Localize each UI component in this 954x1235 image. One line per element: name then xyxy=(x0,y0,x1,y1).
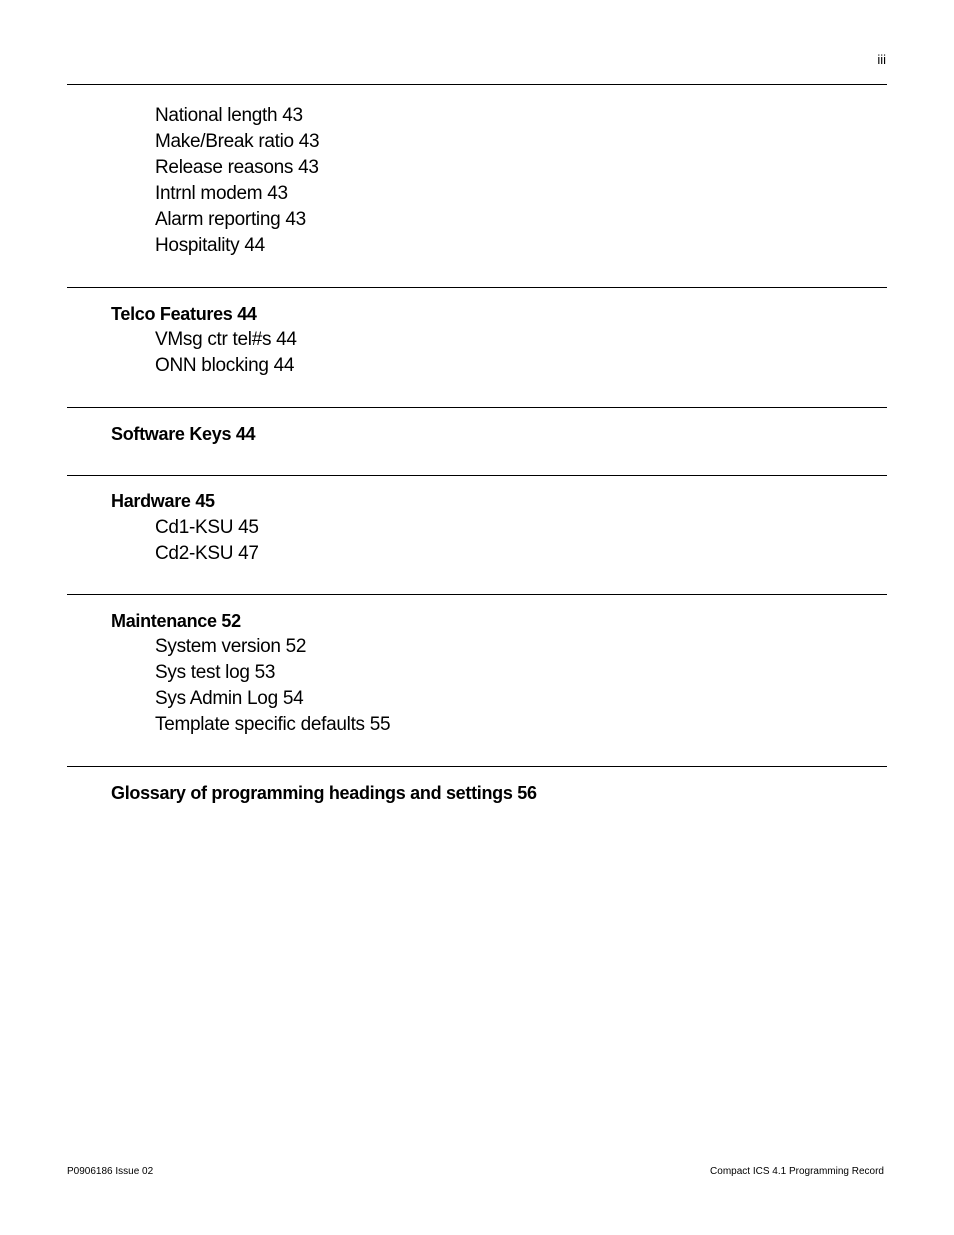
toc-entry[interactable]: System version 52 xyxy=(155,636,307,657)
page-number: iii xyxy=(877,52,886,67)
section-divider xyxy=(67,407,887,408)
section-divider xyxy=(67,766,887,767)
section-divider xyxy=(67,475,887,476)
section-divider xyxy=(67,287,887,288)
toc-entry[interactable]: Cd2-KSU 47 xyxy=(155,543,259,564)
toc-entry[interactable]: ONN blocking 44 xyxy=(155,355,295,376)
toc-entry[interactable]: Intrnl modem 43 xyxy=(155,183,288,204)
section-heading-hardware[interactable]: Hardware 45 xyxy=(111,491,215,511)
toc-entry[interactable]: Template specific defaults 55 xyxy=(155,714,391,735)
section-divider xyxy=(67,594,887,595)
section-heading-software-keys[interactable]: Software Keys 44 xyxy=(111,424,256,444)
section-heading-telco-features[interactable]: Telco Features 44 xyxy=(111,304,257,324)
section-heading-maintenance[interactable]: Maintenance 52 xyxy=(111,611,241,631)
section-heading-glossary[interactable]: Glossary of programming headings and settings 56 xyxy=(111,783,537,803)
header-rule xyxy=(67,84,887,85)
toc-entry[interactable]: Sys Admin Log 54 xyxy=(155,688,304,709)
footer-document-id: P0906186 Issue 02 xyxy=(67,1166,154,1177)
toc-entry[interactable]: Hospitality 44 xyxy=(155,235,265,256)
toc-entry[interactable]: Release reasons 43 xyxy=(155,157,319,178)
toc-entry[interactable]: Make/Break ratio 43 xyxy=(155,131,320,152)
toc-entry[interactable]: Alarm reporting 43 xyxy=(155,209,306,230)
toc-entry[interactable]: Cd1-KSU 45 xyxy=(155,517,259,538)
toc-entry[interactable]: VMsg ctr tel#s 44 xyxy=(155,329,297,350)
toc-entry[interactable]: Sys test log 53 xyxy=(155,662,276,683)
footer-document-title: Compact ICS 4.1 Programming Record xyxy=(710,1166,884,1177)
toc-entry[interactable]: National length 43 xyxy=(155,105,303,126)
